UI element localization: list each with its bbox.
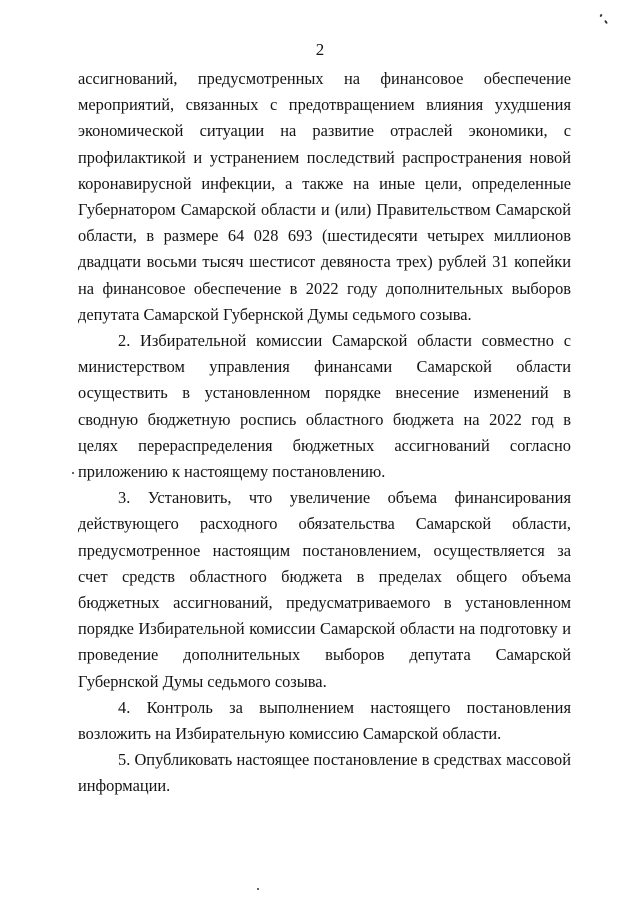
- paragraph-item-5: 5. Опубликовать настоящее постановление в средствах массовой информации.: [78, 750, 571, 796]
- scan-speck: [72, 472, 74, 474]
- document-body: [78, 66, 571, 800]
- paragraph-item-3: 3. Установить, что увеличение объема финансирования действующего расходного обязательства Самарской области, предусмотренное настоящим постановлением, осуществляется за счет средств областного бюджета в пределах общего объема бюджетных ассигнований, предусматриваемого в установленном порядке Избирательной комиссии Самарской области на подготовку и проведение дополнительных выборов депутата Самарской Губернской Думы седьмого созыва.: [78, 488, 571, 691]
- scan-speck: [257, 888, 259, 890]
- paragraph-item-4: 4. Контроль за выполнением настоящего постановления возложить на Избирательную комиссию Самарской области.: [78, 697, 571, 744]
- page-number: 2: [315, 40, 325, 59]
- scan-speck: [599, 14, 602, 18]
- paragraph-continuation: ассигнований, предусмотренных на финансовое обеспечение мероприятий, связанных с предотвращением влияния ухудшения экономической ситуации на развитие отраслей экономики, с профилактикой и устранением последствий распространения новой коронавирусной инфекции, а также на иные цели, определенные Губернатором Самарской области и (или) Правительством Самарской области, в размере 64 028 693 (шестидесяти четырех миллионов двадцати восьми тысяч шестисот девяноста трех) рублей 31 копейки на финансовое обеспечение в 2022 году дополнительных выборов депутата Самарской Губернской Думы седьмого созыва.: [78, 69, 571, 324]
- paragraph-item-2: 2. Избирательной комиссии Самарской области совместно с министерством управления финансами Самарской области осуществить в установленном порядке внесение изменений в сводную бюджетную роспись областного бюджета на 2022 год в целях перераспределения бюджетных ассигнований согласно приложению к настоящему постановлению.: [78, 331, 571, 482]
- scan-speck: [604, 20, 608, 24]
